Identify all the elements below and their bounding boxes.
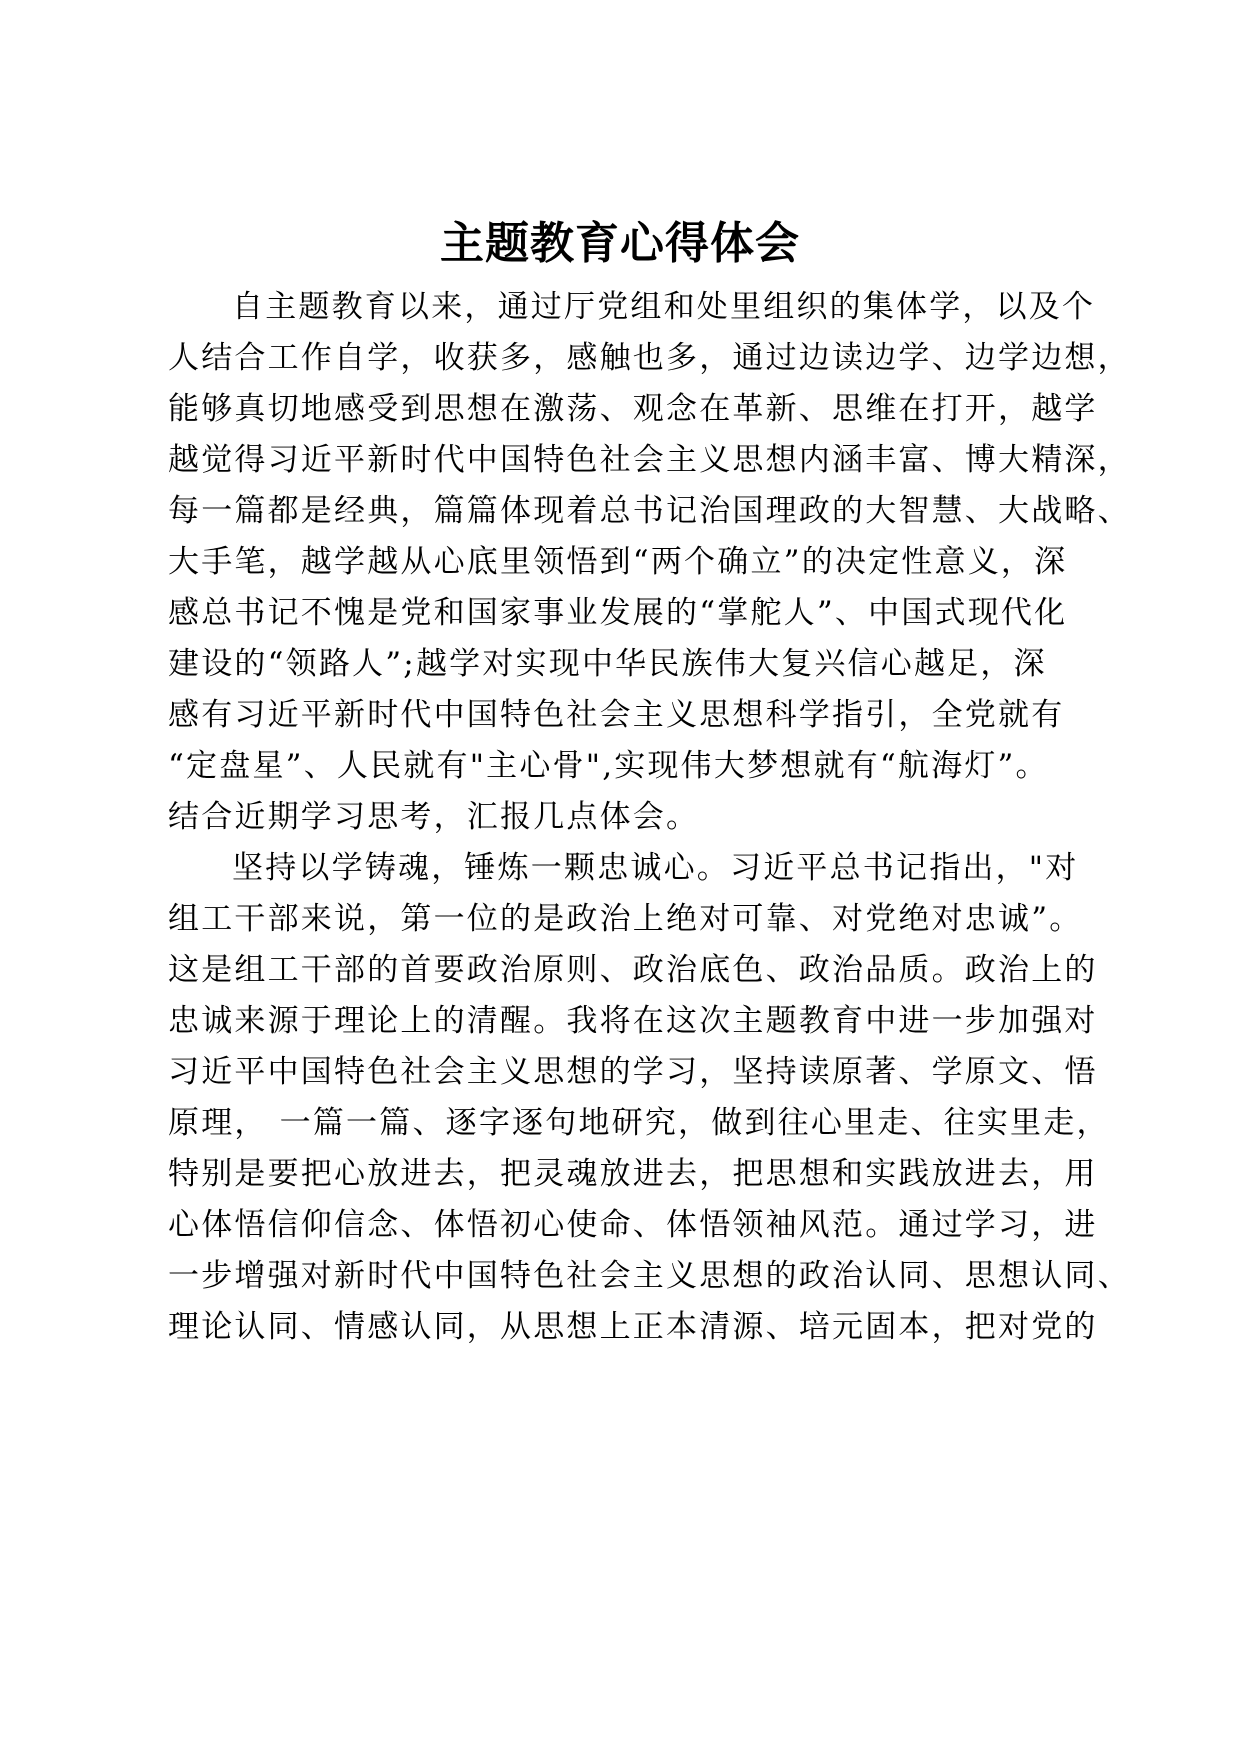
paragraph-2: [168, 843, 1131, 1353]
text-line: 人结合工作自学，收获多，感触也多，通过边读边学、边学边想，: [168, 340, 1131, 376]
text-line: 感总书记不愧是党和国家事业发展的“掌舵人”、中国式现代化: [168, 595, 1068, 631]
text-line: 结合近期学习思考，汇报几点体会。: [168, 799, 700, 835]
text-line: 越觉得习近平新时代中国特色社会主义思想内涵丰富、博大精深，: [168, 442, 1131, 478]
text-line: 忠诚来源于理论上的清醒。我将在这次主题教育中进一步加强对: [168, 1003, 1098, 1039]
text-line: 坚持以学铸魂，锤炼一颗忠诚心。习近平总书记指出，"对: [232, 850, 1079, 886]
text-line: 自主题教育以来，通过厅党组和处里组织的集体学，以及个: [232, 289, 1096, 325]
text-line: 原理， 一篇一篇、逐字逐句地研究，做到往心里走、往实里走，: [168, 1105, 1110, 1141]
text-line: 理论认同、情感认同，从思想上正本清源、培元固本，把对党的: [168, 1309, 1098, 1345]
text-line: 一步增强对新时代中国特色社会主义思想的政治认同、思想认同、: [168, 1258, 1131, 1294]
text-line: 建设的“领路人”;越学对实现中华民族伟大复兴信心越足，深: [168, 646, 1047, 682]
text-line: 能够真切地感受到思想在激荡、观念在革新、思维在打开，越学: [168, 391, 1098, 427]
text-line: 大手笔，越学越从心底里领悟到“两个确立”的决定性意义，深: [168, 544, 1068, 580]
text-line: 特别是要把心放进去，把灵魂放进去，把思想和实践放进去，用: [168, 1156, 1098, 1192]
text-line: 每一篇都是经典，篇篇体现着总书记治国理政的大智慧、大战略、: [168, 493, 1131, 529]
document-body: [168, 282, 1131, 1353]
text-line: 习近平中国特色社会主义思想的学习，坚持读原著、学原文、悟: [168, 1054, 1098, 1090]
text-line: 这是组工干部的首要政治原则、政治底色、政治品质。政治上的: [168, 952, 1098, 988]
paragraph-1: [168, 282, 1131, 843]
text-line: 心体悟信仰信念、体悟初心使命、体悟领袖风范。通过学习，进: [168, 1207, 1098, 1243]
text-line: “定盘星”、人民就有"主心骨",实现伟大梦想就有“航海灯”。: [168, 748, 1049, 784]
text-line: 感有习近平新时代中国特色社会主义思想科学指引，全党就有: [168, 697, 1065, 733]
document-title: 主题教育心得体会: [440, 218, 800, 269]
text-line: 组工干部来说，第一位的是政治上绝对可靠、对党绝对忠诚”。: [168, 901, 1083, 937]
